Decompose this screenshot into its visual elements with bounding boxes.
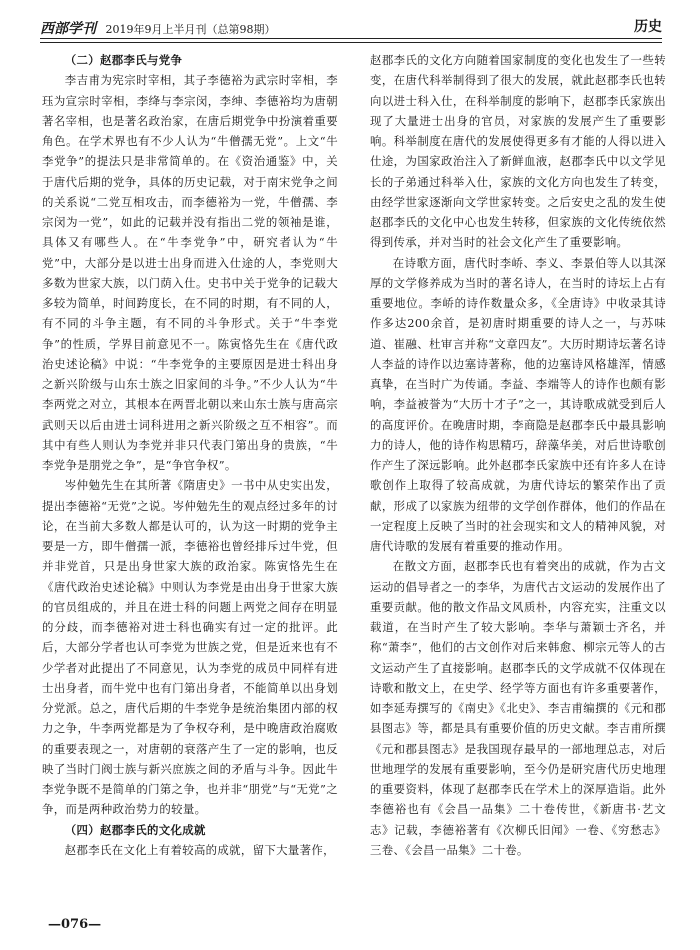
paragraph: 在散文方面，赵郡李氏也有着突出的成就，作为古文运动的倡导者之一的李华，为唐代古文运动的发展作出了重要贡献。他的散文作品文风质朴，内容充实，注重文以载道，在当时产生了较大影响。李华与萧颖士齐名，并称“萧李”，他们的古文创作对后来韩愈、柳宗元等人的古文运动产生了直接影响。赵郡李氏的文学成就不仅体现在诗歌和散文上，在史学、经学等方面也有许多重要著作，如李延寿撰写的《南史》《北史》、李吉甫编撰的《元和郡县图志》等，都是具有重要价值的历史文献。李吉甫所撰《元和郡县图志》是我国现存最早的一部地理总志，对后世地理学的发展有重要影响，至今仍是研究唐代历史地理的重要资料，体现了赵郡李氏在学术上的深厚造诣。此外李德裕也有《会昌一品集》二十卷传世，《新唐书·艺文志》记载，李德裕著有《次柳氏旧闻》一卷、《穷愁志》三卷、《会昌一品集》二十卷。 xyxy=(370,559,666,857)
header-rule-thin xyxy=(40,42,662,43)
journal-title: 西部学刊 xyxy=(40,21,96,37)
left-column xyxy=(42,50,338,860)
section-title: 历史 xyxy=(634,19,662,35)
paragraph: 赵郡李氏的文化方向随着国家制度的变化也发生了一些转变，在唐代科举制得到了很大的发展，就此赵郡李氏也转向以进士科入仕，在科举制度的影响下，赵郡李氏家族出现了大量进士出身的官员，对家族的发展产生了重要影响。科举制度在唐代的发展使得更多有才能的人得以进入仕途，为国家政治注入了新鲜血液，赵郡李氏中以文学见长的子弟通过科举入仕，家族的文化方向也发生了转变，由经学世家逐渐向文学世家转变。之后安史之乱的发生使赵郡李氏的文化中心也发生转移，但家族的文化传统依然得到传承，并对当时的社会文化产生了重要影响。 xyxy=(370,53,666,250)
section-heading: （二）赵郡李氏与党争 xyxy=(64,53,183,67)
journal-info xyxy=(40,18,276,38)
right-column xyxy=(370,50,666,860)
page-number: —076— xyxy=(48,917,102,932)
section-heading: （四）赵郡李氏的文化成就 xyxy=(64,822,206,837)
page-header xyxy=(40,10,662,40)
paragraph: 赵郡李氏在文化上有着较高的成就，留下大量著作， xyxy=(64,842,335,857)
paragraph: 李吉甫为宪宗时宰相，其子李德裕为武宗时宰相，李珏为宣宗时宰相，李绛与李宗闵，李绅、李德裕均为唐朝著名宰相，也是著名政治家，在唐后期党争中扮演着重要角色。在学术界也有不少人认为“牛僧孺无党”。上文“牛李党争”的提法只是非常简单的。在《资治通鉴》中，关于唐代后期的党争，具体的历史记载，对于南宋党争之间的关系说“二党互相攻击，而李德裕为一党，牛僧孺、李宗闵为一党”，如此的记载并没有指出二党的领袖是谁，具体又有哪些人。在“牛李党争”中，研究者认为“牛党”中，大部分是以进士出身而进入仕途的人，李党则大多数为世家大族，以门荫入仕。史书中关于党争的记载大多较为简单，时间跨度长，在不同的时期，有不同的人，有不同的斗争主题，有不同的斗争形式。关于“牛李党争”的性质，学界目前意见不一。陈寅恪先生在《唐代政治史述论稿》中说：“牛李党争的主要原因是进士科出身之新兴阶级与山东士族之旧家间的斗争。”不少人认为“牛李两党之对立，其根本在两晋北朝以来山东士族与唐高宗武则天以后由进士词科进用之新兴阶级之互不相容”。而其中有些人则认为李党并非只代表门第出身的贵族，“牛李党争是朋党之争”，是“争官争权”。 xyxy=(42,73,338,472)
paragraph: 岑仲勉先生在其所著《隋唐史》一书中从史实出发，提出李德裕“无党”之说。岑仲勉先生的观点经过多年的讨论，在当前大多数人都是认可的，认为这一时期的党争主要是一方，即牛僧孺一派，李德裕也曾经排斥过牛党，但并非党首，只是出身世家大族的政治家。陈寅恪先生在《唐代政治史述论稿》中则认为李党是由出身于世家大族的官员组成的，并且在进士科的问题上两党之间存在明显的分歧，而李德裕对进士科也确实有过一定的批评。此后，大部分学者也认可李党为世族之党，但是近来也有不少学者对此提出了不同意见，认为李党的成员中同样有进士出身者，而牛党中也有门第出身者，不能简单以出身划分党派。总之，唐代后期的牛李党争是统治集团内部的权力之争，牛李两党都是为了争权夺利，是中晚唐政治腐败的重要表现之一，对唐朝的衰落产生了一定的影响，也反映了当时门阀士族与新兴庶族之间的矛盾与斗争。因此牛李党争既不是简单的门第之争，也并非“朋党”与“无党”之争，而是两种政治势力的较量。 xyxy=(42,478,338,817)
header-rule xyxy=(40,38,662,39)
issue-info: 2019年9月上半月刊（总第98期） xyxy=(105,23,276,36)
paragraph: 在诗歌方面，唐代时李峤、李义、李景伯等人以其深厚的文学修养成为当时的著名诗人，在当时的诗坛上占有重要地位。李峤的诗作数量众多，《全唐诗》中收录其诗作多达200余首，是初唐时期重要的诗人之一，与苏味道、崔融、杜审言并称“文章四友”。大历时期诗坛著名诗人李益的诗作以边塞诗著称，他的边塞诗风格雄浑，情感真挚，在当时广为传诵。李益、李端等人的诗作也颇有影响，李益被誉为“大历十才子”之一，其诗歌成就受到后人的高度评价。在晚唐时期，李商隐是赵郡李氏中最具影响力的诗人，他的诗作构思精巧，辞藻华美，对后世诗歌创作产生了深远影响。此外赵郡李氏家族中还有许多人在诗歌创作上取得了较高成就，为唐代诗坛的繁荣作出了贡献，形成了以家族为纽带的文学创作群体，他们的作品在一定程度上反映了当时的社会现实和文人的精神风貌，对唐代诗歌的发展有着重要的推动作用。 xyxy=(370,255,666,553)
